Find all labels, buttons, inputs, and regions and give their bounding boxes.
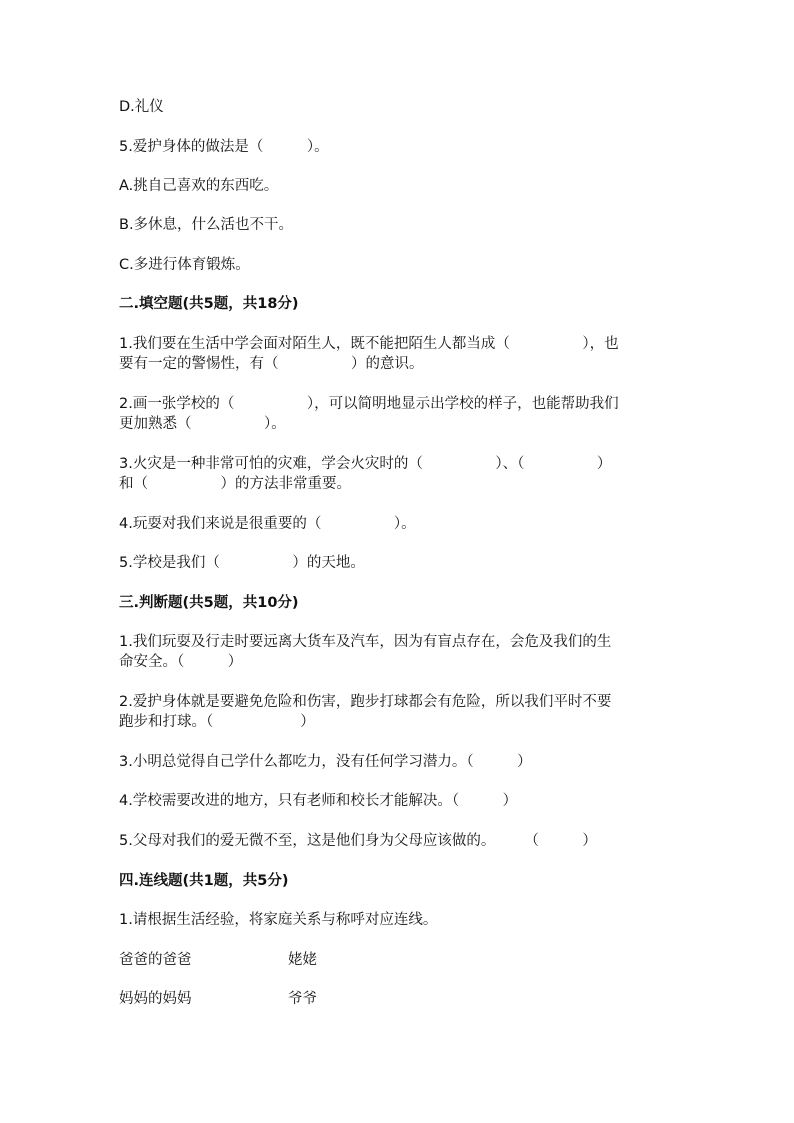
match-left-1: 爸爸的爸爸 xyxy=(119,952,192,968)
section2-q1-line2: 要有一定的警惕性，有（ ）的意识。 xyxy=(119,356,424,372)
q5-stem: 5.爱护身体的做法是（ ）。 xyxy=(119,139,329,155)
section3-q1-line2: 命安全。（ ） xyxy=(119,654,243,670)
q5-option-a: A.挑自己喜欢的东西吃。 xyxy=(119,178,279,194)
section2-heading: 二.填空题(共5题，共18分) xyxy=(119,296,299,312)
section3-heading: 三.判断题(共5题，共10分) xyxy=(119,595,299,611)
match-right-1: 姥姥 xyxy=(288,952,317,968)
section2-q3-line2: 和（ ）的方法非常重要。 xyxy=(119,476,351,492)
section2-q4: 4.玩耍对我们来说是很重要的（ ）。 xyxy=(119,516,416,532)
section2-q2-line1: 2.画一张学校的（ ），可以简明地显示出学校的样子，也能帮助我们 xyxy=(119,396,619,412)
section4-heading: 四.连线题(共1题，共5分) xyxy=(119,873,289,889)
section4-q1: 1.请根据生活经验，将家庭关系与称呼对应连线。 xyxy=(119,912,438,928)
section2-q1-line1: 1.我们要在生活中学会面对陌生人，既不能把陌生人都当成（ ），也 xyxy=(119,336,619,352)
section2-q5: 5.学校是我们（ ）的天地。 xyxy=(119,555,365,571)
q5-option-b: B.多休息，什么活也不干。 xyxy=(119,217,294,233)
q4-option-d: D.礼仪 xyxy=(119,99,164,115)
match-left-2: 妈妈的妈妈 xyxy=(119,991,192,1007)
section2-q2-line2: 更加熟悉（ ）。 xyxy=(119,416,286,432)
section3-q3: 3.小明总觉得自己学什么都吃力，没有任何学习潜力。（ ） xyxy=(119,754,532,770)
section3-q1-line1: 1.我们玩耍及行走时要远离大货车及汽车，因为有盲点存在，会危及我们的生 xyxy=(119,634,612,650)
section3-q2-line1: 2.爱护身体就是要避免危险和伤害，跑步打球都会有危险，所以我们平时不要 xyxy=(119,694,612,710)
match-right-2: 爷爷 xyxy=(288,991,317,1007)
q5-option-c: C.多进行体育锻炼。 xyxy=(119,257,250,273)
section3-q5: 5.父母对我们的爱无微不至，这是他们身为父母应该做的。 （ ） xyxy=(119,833,597,849)
section3-q4: 4.学校需要改进的地方，只有老师和校长才能解决。（ ） xyxy=(119,793,518,809)
section3-q2-line2: 跑步和打球。（ ） xyxy=(119,714,315,730)
section2-q3-line1: 3.火灾是一种非常可怕的灾难，学会火灾时的（ ）、（ ） xyxy=(119,456,612,472)
